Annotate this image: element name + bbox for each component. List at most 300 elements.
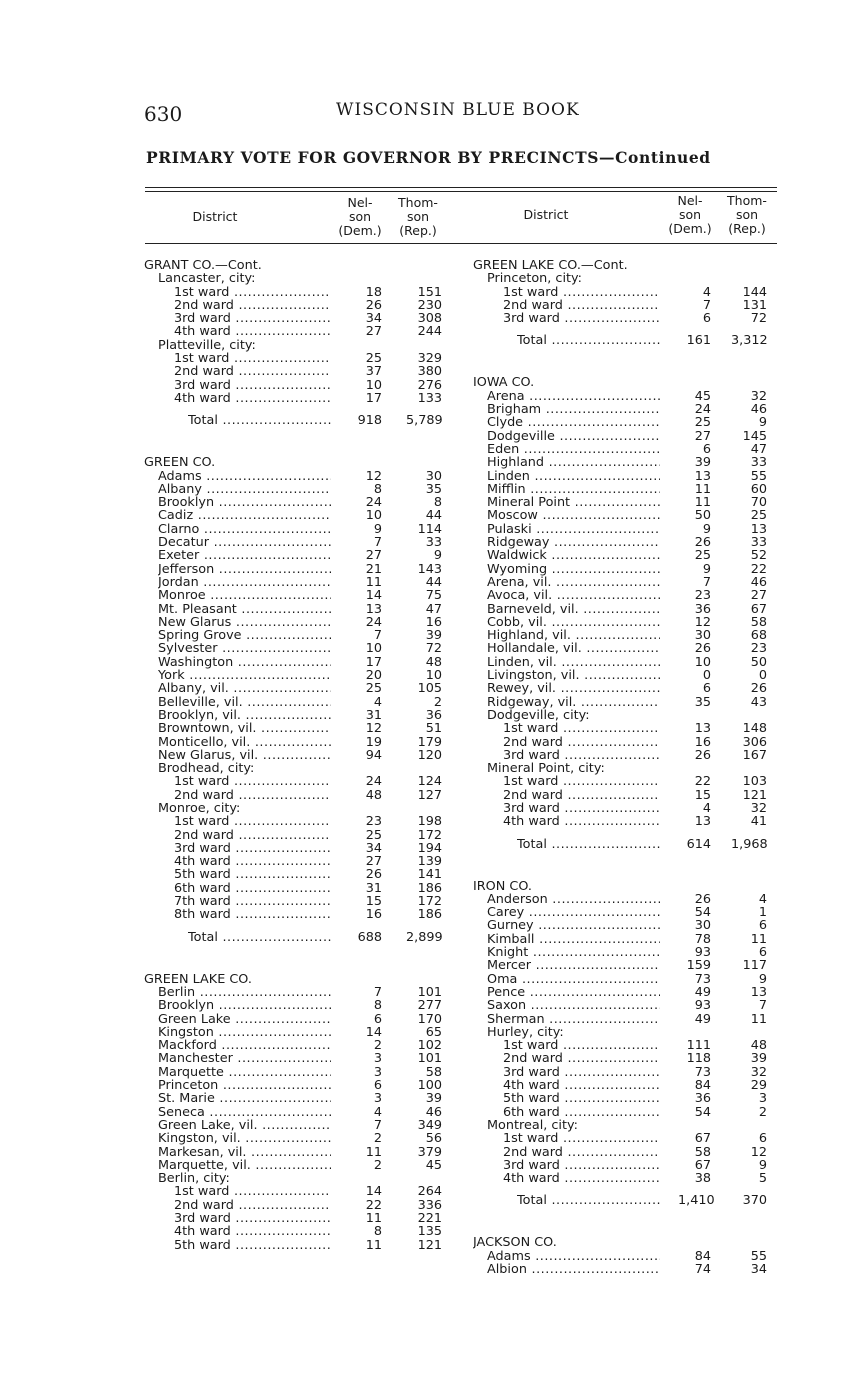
nelson-votes: 45: [694, 388, 711, 404]
nelson-votes: 24: [694, 402, 711, 418]
thomson-votes: 36: [425, 707, 442, 723]
district-name: Albany .....: [158, 483, 331, 496]
nelson-votes: 4: [702, 284, 711, 300]
nelson-votes: 26: [694, 641, 711, 657]
nelson-votes: 12: [365, 721, 382, 737]
district-name: Marquette, vil. .....: [158, 1159, 331, 1172]
nelson-votes: 3: [373, 1051, 382, 1067]
district-name: Rewey, vil. .....: [487, 682, 660, 695]
district-name: Lancaster, city:: [158, 272, 256, 286]
district-name: 2nd ward .....: [503, 736, 660, 749]
district-name: 8th ward .....: [174, 908, 331, 921]
nelson-votes: 27: [365, 548, 382, 564]
district-name: IOWA CO.: [473, 376, 535, 390]
thomson-votes: 70: [750, 495, 767, 511]
nelson-votes: 11: [365, 1237, 382, 1253]
thomson-votes: 141: [417, 867, 442, 883]
nelson-votes: 6: [373, 1078, 382, 1094]
thomson-votes: 379: [417, 1144, 442, 1160]
district-name: 1st ward .....: [174, 286, 331, 299]
district-name: Decatur .....: [158, 536, 331, 549]
district-name: 2nd ward .....: [174, 365, 331, 378]
thomson-votes: 186: [417, 907, 442, 923]
thomson-votes: 3,312: [731, 333, 768, 349]
nelson-votes: 2: [373, 1131, 382, 1147]
district-name: 4th ward .....: [174, 392, 331, 405]
thomson-votes: 33: [425, 535, 442, 551]
header-nelson-left: Nel- son (Dem.): [338, 195, 382, 238]
district-name: Highland .....: [487, 456, 660, 469]
district-name: 1st ward .....: [174, 815, 331, 828]
nelson-votes: 30: [694, 628, 711, 644]
thomson-votes: 143: [417, 561, 442, 577]
district-name: Spring Grove .....: [158, 629, 331, 642]
district-name: Markesan, vil. .....: [158, 1146, 331, 1159]
nelson-votes: 7: [373, 628, 382, 644]
nelson-votes: 49: [694, 1011, 711, 1027]
header-top-rule: [145, 187, 777, 192]
thomson-votes: 5,789: [406, 413, 443, 429]
nelson-votes: 26: [694, 535, 711, 551]
nelson-votes: 36: [694, 601, 711, 617]
district-name: Wyoming .....: [487, 563, 660, 576]
thomson-votes: 2: [758, 1104, 767, 1120]
district-name: New Glarus .....: [158, 616, 331, 629]
district-name: Monroe, city:: [158, 801, 241, 816]
thomson-votes: 13: [750, 984, 767, 1000]
thomson-votes: 170: [417, 1011, 442, 1027]
nelson-votes: 27: [365, 854, 382, 870]
header-district-left: District: [192, 209, 238, 224]
nelson-votes: 25: [365, 681, 382, 697]
thomson-votes: 144: [742, 284, 767, 300]
district-name: Pence .....: [487, 986, 660, 999]
nelson-votes: 4: [373, 694, 382, 710]
nelson-votes: 93: [694, 945, 711, 961]
district-name: 4th ward .....: [174, 325, 331, 338]
nelson-votes: 161: [686, 333, 711, 349]
nelson-votes: 9: [702, 561, 711, 577]
nelson-votes: 25: [694, 415, 711, 431]
thomson-votes: 264: [417, 1184, 442, 1200]
thomson-votes: 117: [742, 958, 767, 974]
thomson-votes: 23: [750, 641, 767, 657]
district-name: Seneca .....: [158, 1106, 331, 1119]
district-name: Gurney .....: [487, 919, 660, 932]
thomson-votes: 124: [417, 774, 442, 790]
nelson-votes: 50: [694, 508, 711, 524]
district-name: Waldwick .....: [487, 549, 660, 562]
nelson-votes: 3: [373, 1064, 382, 1080]
district-name: Eden .....: [487, 443, 660, 456]
nelson-votes: 9: [373, 521, 382, 537]
nelson-votes: 26: [694, 747, 711, 763]
district-name: Monticello, vil. .....: [158, 736, 331, 749]
district-name: Brooklyn .....: [158, 496, 331, 509]
nelson-votes: 688: [357, 929, 382, 945]
thomson-votes: 60: [750, 481, 767, 497]
district-name: Avoca, vil. .....: [487, 589, 660, 602]
thomson-votes: 44: [425, 508, 442, 524]
district-name: 7th ward .....: [174, 895, 331, 908]
thomson-votes: 0: [758, 668, 767, 684]
nelson-votes: 37: [365, 364, 382, 380]
thomson-votes: 277: [417, 998, 442, 1014]
nelson-votes: 54: [694, 905, 711, 921]
thomson-votes: 221: [417, 1211, 442, 1226]
district-name: St. Marie .....: [158, 1092, 331, 1105]
nelson-votes: 10: [694, 654, 711, 670]
thomson-votes: 121: [742, 787, 767, 803]
thomson-votes: 101: [417, 984, 442, 1000]
nelson-votes: 25: [694, 548, 711, 564]
district-name: Princeton, city:: [487, 272, 582, 286]
thomson-votes: 27: [750, 588, 767, 604]
thomson-votes: 41: [750, 814, 767, 830]
thomson-votes: 13: [750, 521, 767, 537]
thomson-votes: 230: [417, 297, 442, 313]
nelson-votes: 26: [694, 891, 711, 907]
nelson-votes: 2: [373, 1157, 382, 1173]
nelson-votes: 27: [365, 324, 382, 340]
thomson-votes: 5: [758, 1171, 767, 1187]
district-name: York .....: [158, 669, 331, 682]
nelson-votes: 10: [365, 641, 382, 657]
district-name: Mineral Point, city:: [487, 762, 605, 776]
thomson-votes: 306: [742, 734, 767, 750]
nelson-votes: 25: [365, 827, 382, 843]
district-name: 5th ward .....: [174, 1239, 331, 1252]
district-name: 4th ward .....: [503, 1172, 660, 1185]
nelson-votes: 16: [365, 907, 382, 923]
district-name: Clyde .....: [487, 416, 660, 429]
thomson-votes: 2: [433, 694, 442, 710]
nelson-votes: 25: [365, 351, 382, 367]
district-name: Linden, vil. .....: [487, 656, 660, 669]
thomson-votes: 308: [417, 311, 442, 327]
nelson-votes: 67: [694, 1157, 711, 1173]
thomson-votes: 72: [750, 311, 767, 327]
nelson-votes: 159: [686, 958, 711, 974]
thomson-votes: 167: [742, 747, 767, 763]
district-name: Mercer .....: [487, 959, 660, 972]
nelson-votes: 38: [694, 1171, 711, 1187]
district-name: Mackford .....: [158, 1039, 331, 1052]
district-name: Cobb, vil. .....: [487, 616, 660, 629]
thomson-votes: 25: [750, 508, 767, 524]
nelson-votes: 26: [365, 297, 382, 313]
nelson-votes: 31: [365, 707, 382, 723]
thomson-votes: 55: [750, 468, 767, 484]
nelson-votes: 6: [702, 681, 711, 697]
district-name: Marquette .....: [158, 1066, 331, 1079]
thomson-votes: 4: [758, 891, 767, 907]
header-nelson-right: Nel- son (Dem.): [668, 193, 712, 236]
nelson-votes: 22: [365, 1197, 382, 1213]
thomson-votes: 3: [758, 1091, 767, 1107]
thomson-votes: 46: [750, 574, 767, 590]
district-name: Knight .....: [487, 946, 660, 959]
district-name: Total .....: [517, 838, 660, 851]
nelson-votes: 7: [373, 984, 382, 1000]
district-name: Belleville, vil. .....: [158, 696, 331, 709]
nelson-votes: 11: [365, 574, 382, 590]
district-name: Highland, vil. .....: [487, 629, 660, 642]
thomson-votes: 7: [758, 998, 767, 1014]
thomson-votes: 103: [742, 774, 767, 790]
district-name: GRANT CO.—Cont.: [144, 259, 262, 273]
thomson-votes: 2,899: [406, 929, 443, 945]
thomson-votes: 58: [425, 1064, 442, 1080]
nelson-votes: 73: [694, 1064, 711, 1080]
nelson-votes: 13: [694, 721, 711, 737]
thomson-votes: 47: [425, 601, 442, 617]
nelson-votes: 2: [373, 1038, 382, 1054]
district-name: Mineral Point .....: [487, 496, 660, 509]
district-name: Pulaski .....: [487, 523, 660, 536]
nelson-votes: 111: [686, 1038, 711, 1054]
district-name: Albion .....: [487, 1263, 660, 1276]
district-name: 4th ward .....: [503, 1079, 660, 1092]
district-name: Berlin, city:: [158, 1172, 230, 1186]
nelson-votes: 18: [365, 284, 382, 300]
nelson-votes: 13: [694, 814, 711, 830]
thomson-votes: 6: [758, 1131, 767, 1147]
nelson-votes: 10: [365, 508, 382, 524]
district-name: Arena, vil. .....: [487, 576, 660, 589]
thomson-votes: 6: [758, 945, 767, 961]
thomson-votes: 194: [417, 840, 442, 856]
thomson-votes: 148: [742, 721, 767, 737]
nelson-votes: 8: [373, 998, 382, 1014]
district-name: Total .....: [517, 1194, 660, 1207]
thomson-votes: 35: [425, 481, 442, 497]
district-name: 2nd ward .....: [174, 829, 331, 842]
thomson-votes: 1: [758, 905, 767, 921]
nelson-votes: 73: [694, 971, 711, 987]
nelson-votes: 30: [694, 918, 711, 934]
thomson-votes: 198: [417, 814, 442, 830]
district-name: 1st ward .....: [503, 1039, 660, 1052]
thomson-votes: 139: [417, 854, 442, 870]
nelson-votes: 13: [365, 601, 382, 617]
district-name: 1st ward .....: [174, 775, 331, 788]
district-name: GREEN LAKE CO.: [144, 972, 252, 986]
nelson-votes: 84: [694, 1078, 711, 1094]
nelson-votes: 26: [365, 867, 382, 883]
nelson-votes: 54: [694, 1104, 711, 1120]
nelson-votes: 13: [694, 468, 711, 484]
district-name: Kingston, vil. .....: [158, 1132, 331, 1145]
district-name: Brigham .....: [487, 403, 660, 416]
district-name: 1st ward .....: [503, 286, 660, 299]
district-name: Oma .....: [487, 973, 660, 986]
thomson-votes: 39: [425, 628, 442, 644]
header-thomson-left: Thom- son (Rep.): [398, 195, 438, 238]
district-name: 1st ward .....: [503, 1132, 660, 1145]
district-name: Brooklyn, vil. .....: [158, 709, 331, 722]
district-name: Brooklyn .....: [158, 999, 331, 1012]
thomson-votes: 131: [742, 297, 767, 313]
thomson-votes: 105: [417, 681, 442, 697]
nelson-votes: 918: [357, 413, 382, 429]
district-name: Saxon .....: [487, 999, 660, 1012]
nelson-votes: 7: [702, 297, 711, 313]
district-name: Berlin .....: [158, 986, 331, 999]
thomson-votes: 102: [417, 1038, 442, 1054]
district-name: Hurley, city:: [487, 1025, 564, 1040]
district-name: 2nd ward .....: [503, 1146, 660, 1159]
district-name: 2nd ward .....: [503, 1052, 660, 1065]
thomson-votes: 51: [425, 721, 442, 737]
thomson-votes: 276: [417, 377, 442, 393]
nelson-votes: 11: [365, 1211, 382, 1226]
nelson-votes: 1,410: [678, 1193, 715, 1209]
district-name: Ridgeway, vil. .....: [487, 696, 660, 709]
district-name: Montreal, city:: [487, 1118, 578, 1133]
nelson-votes: 21: [365, 561, 382, 577]
district-name: Hollandale, vil. .....: [487, 642, 660, 655]
thomson-votes: 33: [750, 535, 767, 551]
district-name: IRON CO.: [473, 879, 532, 893]
nelson-votes: 78: [694, 931, 711, 947]
nelson-votes: 24: [365, 495, 382, 511]
district-name: JACKSON CO.: [473, 1236, 557, 1250]
district-name: Mifflin .....: [487, 483, 660, 496]
thomson-votes: 44: [425, 574, 442, 590]
thomson-votes: 172: [417, 894, 442, 910]
thomson-votes: 244: [417, 324, 442, 340]
district-name: Exeter .....: [158, 549, 331, 562]
nelson-votes: 8: [373, 1224, 382, 1240]
nelson-votes: 8: [373, 481, 382, 497]
thomson-votes: 56: [425, 1131, 442, 1147]
district-name: 6th ward .....: [174, 882, 331, 895]
nelson-votes: 49: [694, 984, 711, 1000]
nelson-votes: 67: [694, 1131, 711, 1147]
nelson-votes: 12: [694, 614, 711, 630]
thomson-votes: 32: [750, 388, 767, 404]
district-name: Platteville, city:: [158, 338, 256, 353]
district-name: Anderson .....: [487, 893, 660, 906]
thomson-votes: 26: [750, 681, 767, 697]
nelson-votes: 17: [365, 654, 382, 670]
district-name: 1st ward .....: [503, 775, 660, 788]
district-name: 3rd ward .....: [503, 802, 660, 815]
nelson-votes: 58: [694, 1144, 711, 1160]
thomson-votes: 101: [417, 1051, 442, 1067]
nelson-votes: 34: [365, 840, 382, 856]
nelson-votes: 6: [702, 441, 711, 457]
district-name: 3rd ward .....: [503, 749, 660, 762]
thomson-votes: 43: [750, 694, 767, 710]
district-name: GREEN CO.: [144, 456, 216, 470]
page-number: 630: [144, 102, 183, 126]
district-name: 3rd ward .....: [174, 379, 331, 392]
district-name: 6th ward .....: [503, 1106, 660, 1119]
thomson-votes: 9: [758, 971, 767, 987]
thomson-votes: 22: [750, 561, 767, 577]
district-name: Dodgeville, city:: [487, 708, 590, 723]
nelson-votes: 74: [694, 1262, 711, 1277]
district-name: Total .....: [188, 414, 331, 427]
thomson-votes: 34: [750, 1262, 767, 1277]
thomson-votes: 121: [417, 1237, 442, 1253]
thomson-votes: 100: [417, 1078, 442, 1094]
thomson-votes: 120: [417, 747, 442, 763]
district-name: Adams .....: [487, 1250, 660, 1263]
nelson-votes: 19: [365, 734, 382, 750]
thomson-votes: 114: [417, 521, 442, 537]
thomson-votes: 127: [417, 787, 442, 803]
thomson-votes: 179: [417, 734, 442, 750]
district-name: Livingston, vil. .....: [487, 669, 660, 682]
district-name: Moscow .....: [487, 509, 660, 522]
district-name: GREEN LAKE CO.—Cont.: [473, 259, 628, 273]
nelson-votes: 35: [694, 694, 711, 710]
thomson-votes: 349: [417, 1117, 442, 1133]
district-name: 2nd ward .....: [503, 299, 660, 312]
thomson-votes: 72: [425, 641, 442, 657]
district-name: Carey .....: [487, 906, 660, 919]
district-name: 1st ward .....: [174, 352, 331, 365]
nelson-votes: 7: [702, 574, 711, 590]
nelson-votes: 11: [365, 1144, 382, 1160]
district-name: Mt. Pleasant .....: [158, 603, 331, 616]
district-name: 1st ward .....: [503, 722, 660, 735]
thomson-votes: 48: [750, 1038, 767, 1054]
district-name: 4th ward .....: [174, 1225, 331, 1238]
nelson-votes: 24: [365, 774, 382, 790]
thomson-votes: 11: [750, 931, 767, 947]
thomson-votes: 29: [750, 1078, 767, 1094]
thomson-votes: 16: [425, 614, 442, 630]
thomson-votes: 135: [417, 1224, 442, 1240]
thomson-votes: 65: [425, 1024, 442, 1040]
thomson-votes: 151: [417, 284, 442, 300]
nelson-votes: 20: [365, 668, 382, 684]
nelson-votes: 16: [694, 734, 711, 750]
district-name: Brodhead, city:: [158, 762, 255, 776]
thomson-votes: 9: [433, 548, 442, 564]
district-name: 2nd ward .....: [174, 789, 331, 802]
nelson-votes: 94: [365, 747, 382, 763]
nelson-votes: 15: [694, 787, 711, 803]
district-name: Linden .....: [487, 470, 660, 483]
district-name: New Glarus, vil. .....: [158, 749, 331, 762]
district-name: 3rd ward .....: [503, 312, 660, 325]
district-name: Cadiz .....: [158, 509, 331, 522]
district-name: Sherman .....: [487, 1013, 660, 1026]
nelson-votes: 48: [365, 787, 382, 803]
thomson-votes: 11: [750, 1011, 767, 1027]
nelson-votes: 14: [365, 588, 382, 604]
page-title: PRIMARY VOTE FOR GOVERNOR BY PRECINCTS—Continued: [146, 148, 711, 167]
thomson-votes: 48: [425, 654, 442, 670]
header-thomson-right: Thom- son (Rep.): [727, 193, 767, 236]
nelson-votes: 15: [365, 894, 382, 910]
thomson-votes: 6: [758, 918, 767, 934]
district-name: 2nd ward .....: [174, 1199, 331, 1212]
district-name: Manchester .....: [158, 1052, 331, 1065]
thomson-votes: 30: [425, 468, 442, 484]
nelson-votes: 4: [373, 1104, 382, 1120]
thomson-votes: 9: [758, 1157, 767, 1173]
thomson-votes: 39: [750, 1051, 767, 1067]
district-name: Total .....: [188, 931, 331, 944]
nelson-votes: 12: [365, 468, 382, 484]
thomson-votes: 32: [750, 1064, 767, 1080]
